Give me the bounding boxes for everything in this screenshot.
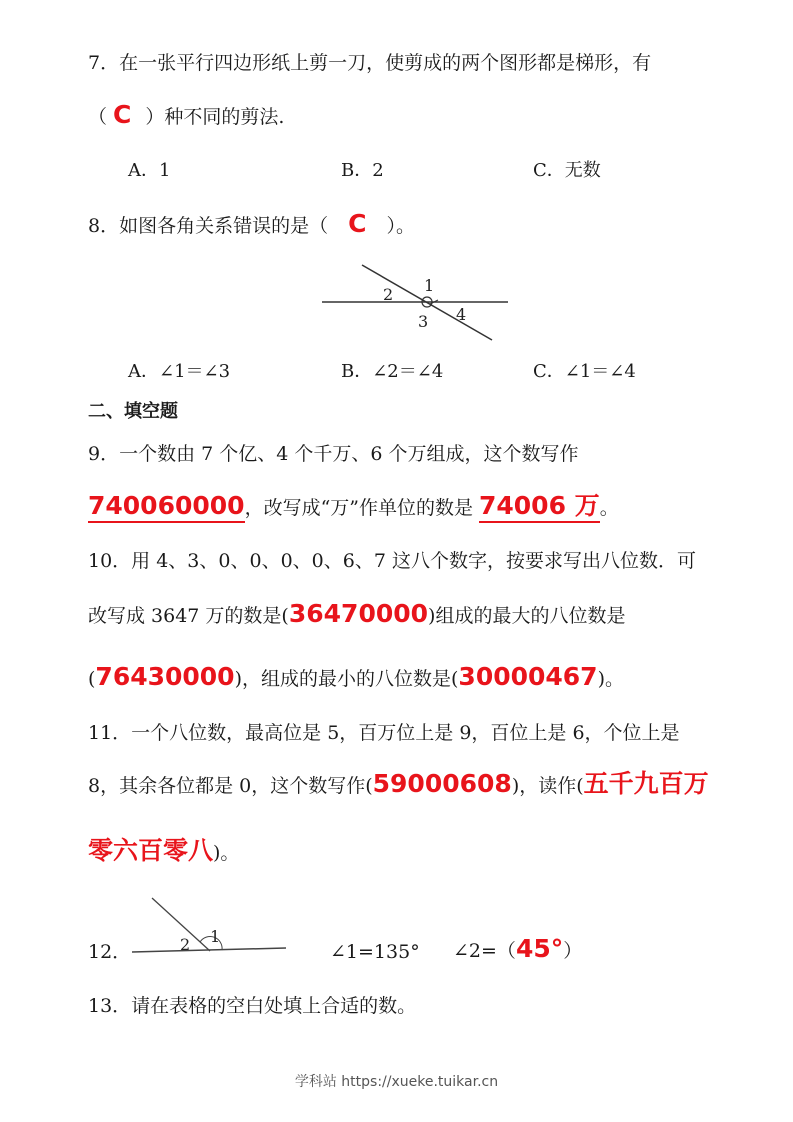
q10-line2 (88, 601, 625, 629)
q7-close-text: ）种不同的剪法. (145, 106, 285, 128)
q12-label-2: 2 (180, 935, 191, 954)
q9-answer-1: 740060000 (88, 491, 245, 523)
q9-line1: 9．一个数由 7 个亿、4 个千万、6 个万组成，这个数写作 (88, 443, 579, 465)
q10-line3-mid: )，组成的最小的八位数是( (234, 668, 459, 690)
q8-option-b: B．∠2＝∠4 (341, 361, 444, 382)
q11-line3 (88, 838, 239, 866)
q8-angle-figure (320, 262, 510, 344)
q7-option-a: A．1 (128, 160, 171, 181)
q8-close-text: ）。 (386, 215, 415, 237)
q7-option-c: C．无数 (533, 160, 601, 181)
q8-label-2: 2 (383, 285, 394, 304)
q8-text: 8．如图各角关系错误的是（ (88, 215, 329, 237)
q9-answer-2: 74006 万 (479, 491, 600, 523)
q10-line2-post: )组成的最大的八位数是 (428, 605, 626, 627)
q8-line (88, 211, 415, 239)
q12-label-1: 1 (210, 927, 221, 946)
q11-line2-pre: 8，其余各位都是 0，这个数写作( (88, 775, 373, 797)
q8-option-a: A．∠1＝∠3 (128, 361, 231, 382)
q7-open-paren: （ (88, 106, 108, 128)
q8-label-4: 4 (456, 305, 467, 324)
q9-mid-text: ，改写成“万”作单位的数是 (244, 497, 473, 519)
q11-line2 (88, 771, 709, 799)
q12-ask-post: ） (563, 940, 583, 962)
footer-watermark: 学科站 https://xueke.tuikar.cn (294, 1074, 499, 1090)
q10-line3-pre: ( (88, 668, 96, 690)
q7-answer: C (113, 100, 132, 129)
q7-line2 (88, 102, 284, 130)
q9-line2 (88, 493, 619, 521)
q8-answer: C (348, 209, 367, 238)
q7-option-b: B．2 (341, 160, 384, 181)
q7-line1: 7．在一张平行四边形纸上剪一刀，使剪成的两个图形都是梯形，有 (88, 52, 652, 74)
q11-answer-1: 59000608 (372, 769, 512, 798)
q12-ask (453, 936, 582, 964)
q11-line1: 11．一个八位数，最高位是 5，百万位上是 9，百位上是 6，个位上是 (88, 722, 680, 744)
q10-line1: 10．用 4、3、0、0、0、0、6、7 这八个数字，按要求写出八位数．可 (88, 550, 696, 572)
section-title-fill-blank: 二、填空题 (88, 401, 178, 422)
q10-answer-1: 36470000 (288, 599, 429, 628)
q10-answer-2: 76430000 (95, 662, 235, 691)
q12-number: 12． (88, 941, 132, 963)
q10-answer-3: 30000467 (458, 662, 598, 691)
q12-answer: 45° (515, 934, 564, 963)
q12-ask-pre: ∠2=（ (453, 940, 516, 962)
q11-line2-mid: )，读作( (511, 775, 584, 797)
q8-label-3: 3 (418, 312, 429, 331)
q12-given: ∠1=135° (330, 941, 420, 963)
q10-line3-post: )。 (597, 668, 625, 690)
q8-option-c: C．∠1＝∠4 (533, 361, 636, 382)
q12-angle-figure (130, 895, 290, 960)
q11-answer-2a: 五千九百万 (583, 769, 709, 798)
q9-end: 。 (599, 497, 619, 519)
q11-answer-2b: 零六百零八 (88, 836, 214, 865)
q8-label-1: 1 (424, 276, 435, 295)
q10-line3 (88, 664, 624, 692)
q11-line3-post: )。 (213, 842, 240, 864)
q10-line2-pre: 改写成 3647 万的数是( (88, 605, 289, 627)
q13-line: 13．请在表格的空白处填上合适的数。 (88, 995, 417, 1017)
